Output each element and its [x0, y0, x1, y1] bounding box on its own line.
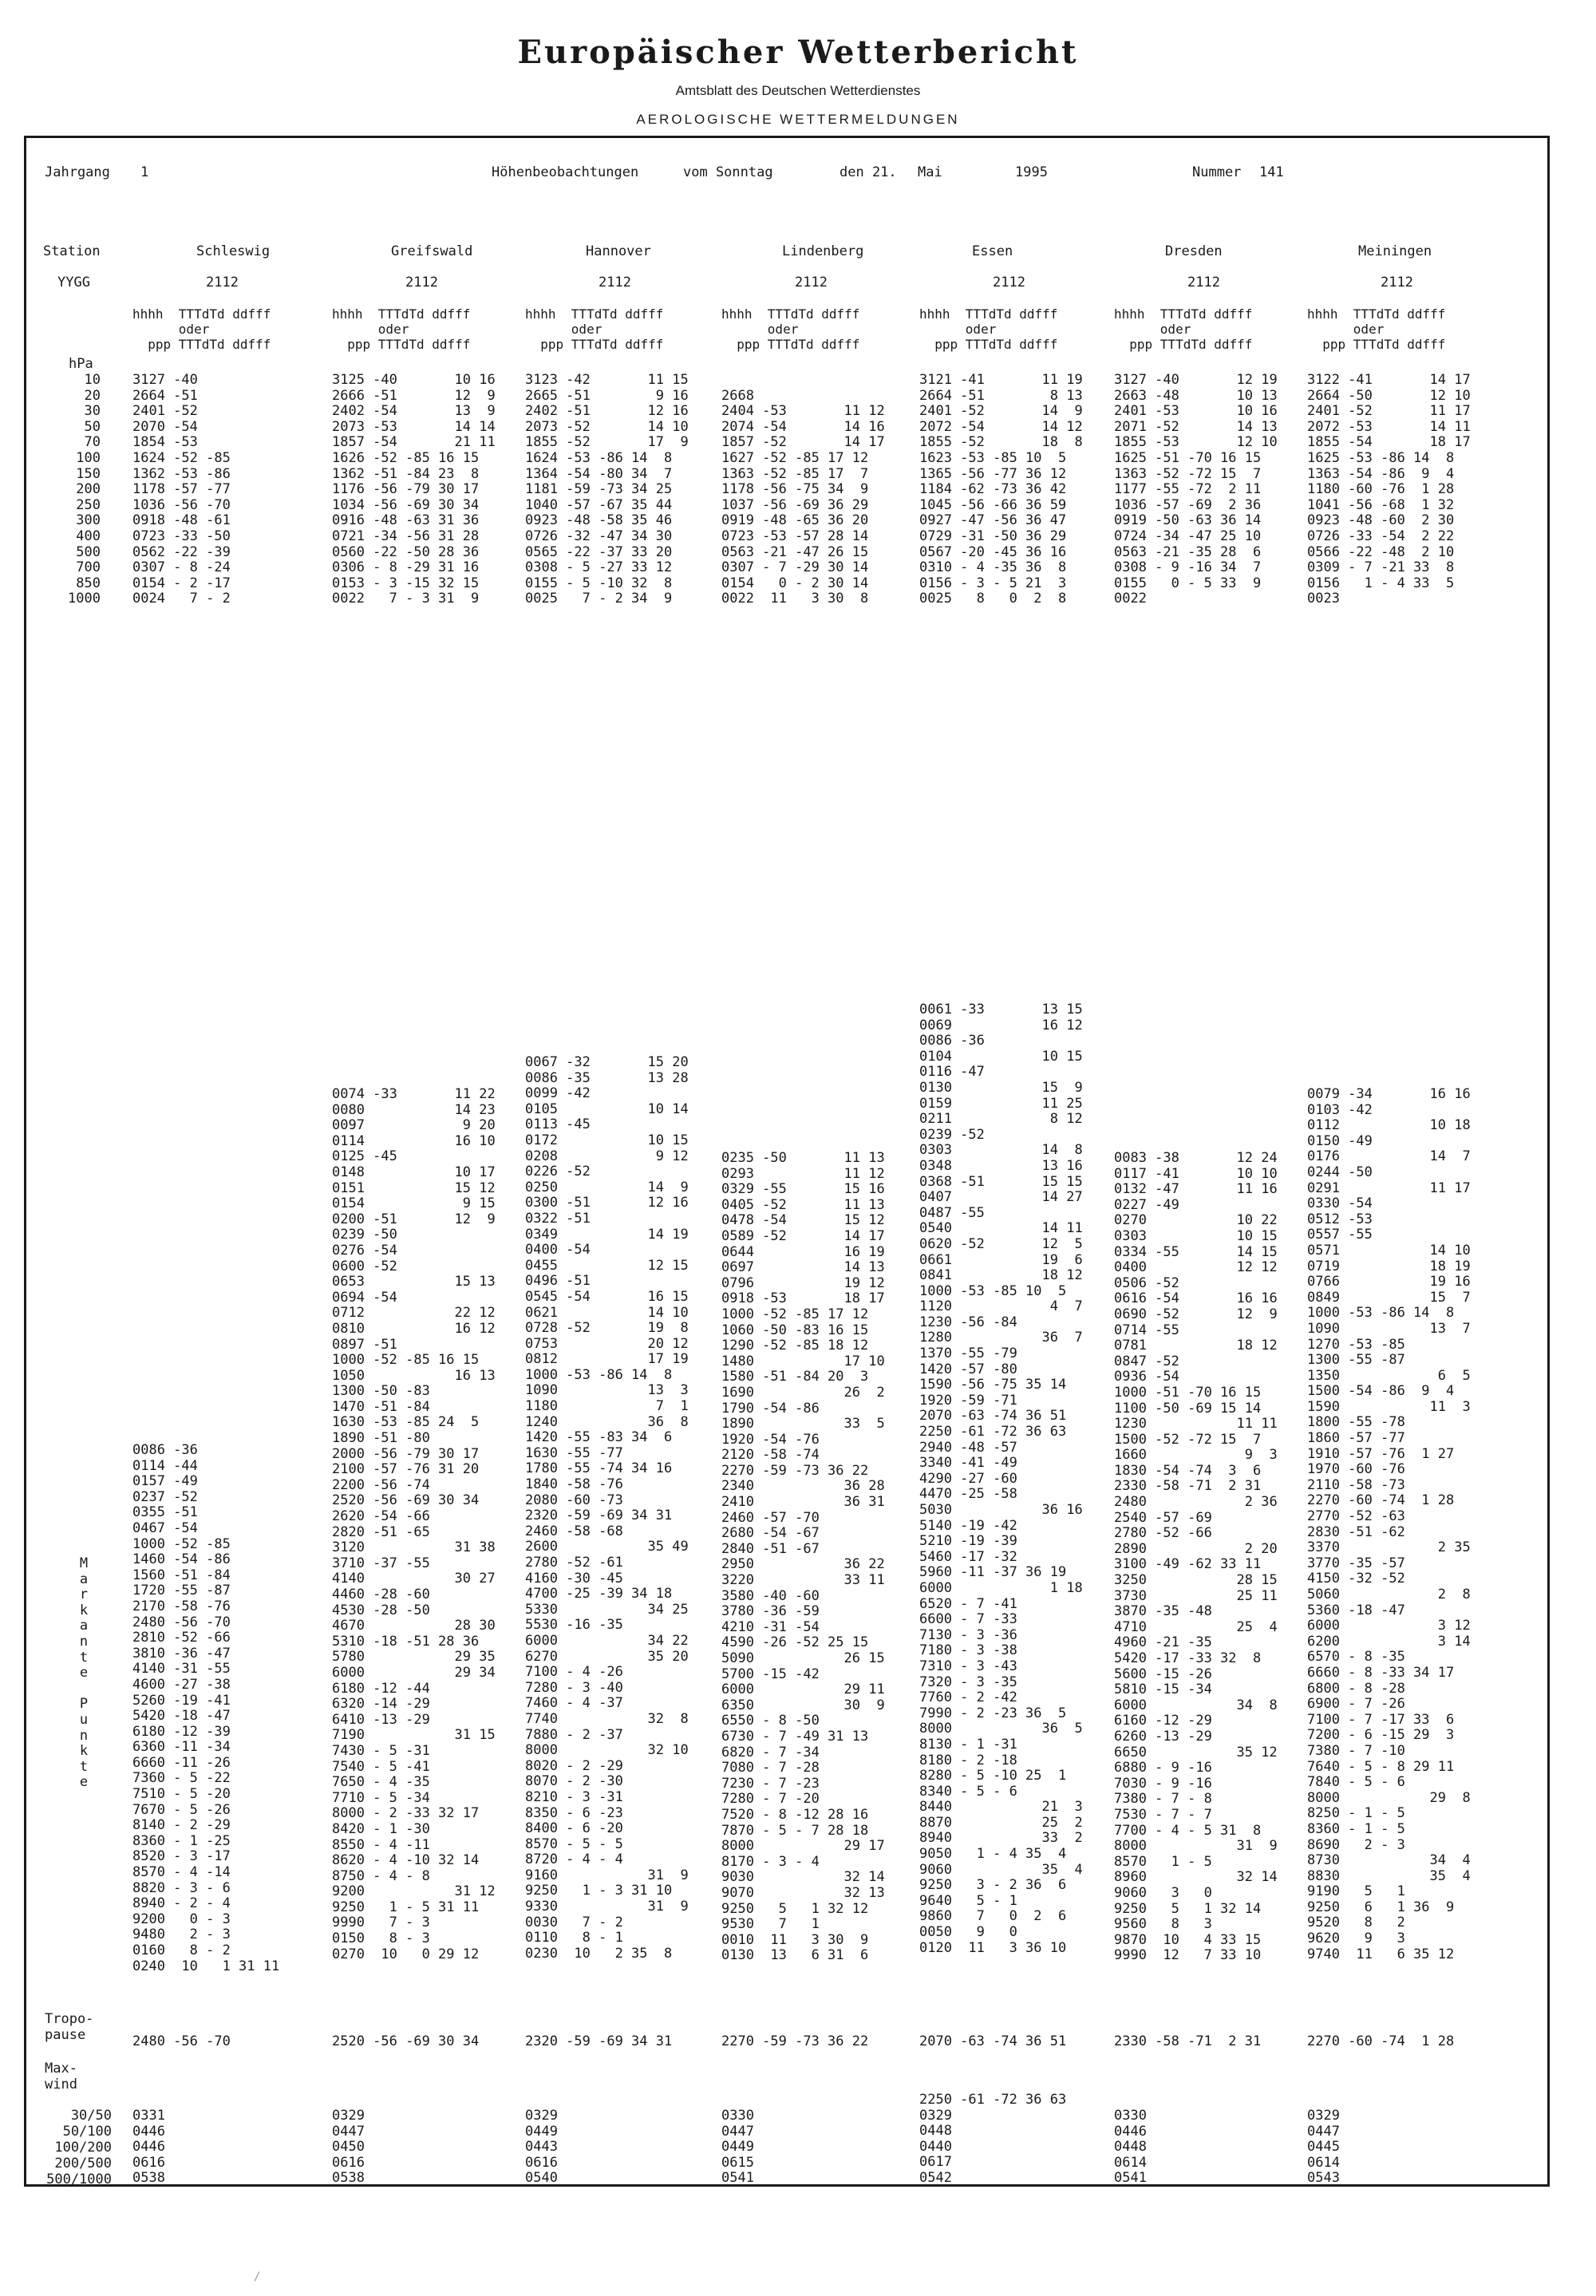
station-yygg: 2112 [795, 275, 828, 290]
pressure-level: 1000 [68, 591, 101, 607]
column-header: hhhh TTTdTd ddfff oder ppp TTTdTd ddfff [721, 306, 860, 352]
pressure-level: 30 [84, 403, 101, 420]
station-name: Greifswald [391, 243, 473, 259]
station-yygg: 2112 [1381, 275, 1413, 290]
column-header: hhhh TTTdTd ddfff oder ppp TTTdTd ddfff [1307, 306, 1446, 352]
markante-letter: n [79, 1634, 89, 1650]
pressure-level: 700 [76, 559, 101, 576]
station-yygg: 2112 [405, 275, 438, 290]
markante-letter: a [79, 1571, 89, 1587]
nummer-label: Nummer [1192, 164, 1242, 180]
pressure-level: 70 [84, 434, 101, 451]
pressure-level: 150 [76, 465, 101, 482]
significant-points: 0083 -38 12 24 0117 -41 10 10 0132 -47 11 16 0227 -49 0270 10 22 0303 10 15 0334 -55 14 15 0400 12 12 0506 -52 0616 -54 16 16 0690 -52 12 9 0714 -55 0781 18 12 0847 -52 0936 -54 1000 -51 -70 16 15 1100 -50 -69 15 14 1230 11 11 1500 -52 -72 15 7 1660 9 3 1830 -54 -74 3 6 2330 -58 -71 2 31 2480 2 36 2540 -57 -69 2780 -52 -66 2890 2 20 3100 -49 -62 33 11 3250 28 15 3730 25 11 3870 -35 -48 4710 25 4 4960 -21 -35 5420 -17 -33 32 8 5600 -15 -26 5810 -15 -34 6000 34 8 6160 -12 -29 6260 -13 -29 6650 35 12 6880 - 9 -16 7030 - 9 -16 7380 - 7 - 8 7530 - 7 - 7 7700 - 4 - 5 31 8 8000 31 9 8570 1 - 5 8960 32 14 9060 3 0 9250 5 1 32 14 9560 8 3 9870 10 4 33 15 9990 12 7 33 10 [1114, 1150, 1278, 1964]
markante-letter: n [79, 1727, 89, 1744]
column-header: hhhh TTTdTd ddfff oder ppp TTTdTd ddfff [1114, 306, 1253, 352]
subtitle: Amtsblatt des Deutschen Wetterdienstes [675, 83, 921, 98]
column-header: hhhh TTTdTd ddfff oder ppp TTTdTd ddfff [132, 306, 271, 352]
markante-letter: M [79, 1555, 89, 1571]
hpa-label: hPa [69, 356, 93, 372]
maxwind-rows: 0330 0447 0449 0615 0541 [721, 2108, 754, 2187]
markante-letter: t [79, 1758, 89, 1775]
wind-layer-label: 50/100 [62, 2124, 112, 2140]
maxwind-rows: 0329 0449 0443 0616 0540 [525, 2108, 558, 2187]
markante-letter: a [79, 1618, 89, 1634]
station-name: Dresden [1165, 243, 1223, 259]
tropopause-row: 2320 -59 -69 34 31 [525, 2033, 673, 2049]
jahrgang-label: Jahrgang [45, 164, 110, 180]
maxwind-rows: 0331 0446 0446 0616 0538 [132, 2108, 165, 2187]
jahrgang-value: 1 [140, 164, 149, 180]
tropopause-row: 2330 -58 -71 2 31 [1114, 2033, 1262, 2049]
column-header: hhhh TTTdTd ddfff oder ppp TTTdTd ddfff [525, 306, 664, 352]
pressure-level: 500 [76, 543, 101, 560]
pressure-level: 200 [76, 481, 101, 498]
significant-points: 0086 -36 0114 -44 0157 -49 0237 -52 0355 -51 0467 -54 1000 -52 -85 1460 -54 -86 1560 -51 -84 1720 -55 -87 2170 -58 -76 2480 -56 -70 2810 -52 -66 3810 -36 -47 4140 -31 -55 4600 -27 -38 5260 -19 -41 5420 -18 -47 6180 -12 -39 6360 -11 -34 6660 -11 -26 7360 - 5 -22 7510 - 5 -20 7670 - 5 -26 8140 - 2 -29 8360 - 1 -25 8520 - 3 -17 8570 - 4 -14 8820 - 3 - 6 8940 - 2 - 4 9200 0 - 3 9480 2 - 3 0160 8 - 2 0240 10 1 31 11 [132, 1442, 280, 1974]
column-header: hhhh TTTdTd ddfff oder ppp TTTdTd ddfff [332, 306, 471, 352]
station-name: Hannover [586, 243, 651, 259]
station-name: Meiningen [1358, 243, 1432, 259]
markante-letter: e [79, 1665, 89, 1681]
date-year: 1995 [1015, 164, 1048, 180]
station-yygg: 2112 [598, 275, 631, 290]
markante-letter: k [79, 1743, 89, 1760]
station-name: Essen [972, 243, 1013, 259]
page-title: Europäischer Wetterbericht [517, 34, 1079, 71]
maxwind-rows: 0329 0447 0445 0614 0543 [1307, 2108, 1340, 2187]
tropopause-row: 2520 -56 -69 30 34 [332, 2033, 480, 2049]
weekday: vom Sonntag [683, 164, 773, 180]
significant-points: 0074 -33 11 22 0080 14 23 0097 9 20 0114 16 10 0125 -45 0148 10 17 0151 15 12 0154 9 15 0200 -51 12 9 0239 -50 0276 -54 0600 -52 0653 15 13 0694 -54 0712 22 12 0810 16 12 0897 -51 1000 -52 -85 16 15 1050 16 13 1300 -50 -83 1470 -51 -84 1630 -53 -85 24 5 1890 -51 -80 2000 -56 -79 30 17 2100 -57 -76 31 20 2200 -56 -74 2520 -56 -69 30 34 2620 -54 -66 2820 -51 -65 3120 31 38 3710 -37 -55 4140 30 27 4460 -28 -60 4530 -28 -50 4670 28 30 5310 -18 -51 28 36 5780 29 35 6000 29 34 6180 -12 -44 6320 -14 -29 6410 -13 -29 7190 31 15 7430 - 5 -31 7540 - 5 -41 7650 - 4 -35 7710 - 5 -34 8000 - 2 -33 32 17 8420 - 1 -30 8550 - 4 -11 8620 - 4 -10 32 14 8750 - 4 - 8 9200 31 12 9250 1 - 5 31 11 9990 7 - 3 0150 8 - 3 0270 10 0 29 12 [332, 1086, 496, 1962]
pressure-level: 250 [76, 496, 101, 513]
column-header: hhhh TTTdTd ddfff oder ppp TTTdTd ddfff [919, 306, 1058, 352]
pressure-level: 20 [84, 387, 101, 404]
wind-layer-label: 200/500 [54, 2156, 112, 2172]
standard-levels: 3127 -40 12 19 2663 -48 10 13 2401 -53 10 16 2071 -52 14 13 1855 -53 12 10 1625 -51 -70 16 15 1363 -52 -72 15 7 1177 -55 -72 2 11 1036 -57 -69 2 36 0919 -50 -63 36 14 0724 -34 -47 25 10 0563 -21 -35 28 6 0308 - 9 -16 34 7 0155 0 - 5 33 9 0022 [1114, 372, 1278, 607]
date-day: den 21. [839, 164, 897, 180]
maxwind-rows: 0329 0447 0450 0616 0538 [332, 2108, 365, 2187]
markante-letter: k [79, 1602, 89, 1618]
nummer-value: 141 [1259, 164, 1284, 180]
pressure-level: 100 [76, 450, 101, 466]
tropopause-label: Tropo- pause [45, 2011, 94, 2043]
station-yygg: 2112 [1187, 275, 1220, 290]
significant-points: 0067 -32 15 20 0086 -35 13 28 0099 -42 0105 10 14 0113 -45 0172 10 15 0208 9 12 0226 -52 0250 14 9 0300 -51 12 16 0322 -51 0349 14 19 0400 -54 0455 12 15 0496 -51 0545 -54 16 15 0621 14 10 0728 -52 19 8 0753 20 12 0812 17 19 1000 -53 -86 14 8 1090 13 3 1180 7 1 1240 36 8 1420 -55 -83 34 6 1630 -55 -77 1780 -55 -74 34 16 1840 -58 -76 2080 -60 -73 2320 -59 -69 34 31 2460 -58 -68 2600 35 49 2780 -52 -61 4160 -30 -45 4700 -25 -39 34 18 5330 34 25 5530 -16 -35 6000 34 22 6270 35 20 7100 - 4 -26 7280 - 3 -40 7460 - 4 -37 7740 32 8 7880 - 2 -37 8000 32 10 8020 - 2 -29 8070 - 2 -30 8210 - 3 -31 8350 - 6 -23 8400 - 6 -20 8570 - 5 - 5 8720 - 4 - 4 9160 31 9 9250 1 - 3 31 10 9330 31 9 0030 7 - 2 0110 8 - 1 0230 10 2 35 8 [525, 1054, 689, 1962]
date-month: Mai [918, 164, 942, 180]
markante-letter: u [79, 1712, 89, 1728]
station-yygg: 2112 [993, 275, 1025, 290]
maxwind-label: Max- wind [45, 2061, 77, 2092]
markante-letter: r [79, 1587, 89, 1603]
significant-points: 0079 -34 16 16 0103 -42 0112 10 18 0150 -49 0176 14 7 0244 -50 0291 11 17 0330 -54 0512 -53 0557 -55 0571 14 10 0719 18 19 0766 19 16 0849 15 7 1000 -53 -86 14 8 1090 13 7 1270 -53 -85 1300 -55 -87 1350 6 5 1500 -54 -86 9 4 1590 11 3 1800 -55 -78 1860 -57 -77 1910 -57 -76 1 27 1970 -60 -76 2110 -58 -73 2270 -60 -74 1 28 2770 -52 -63 2830 -51 -62 3370 2 35 3770 -35 -57 4150 -32 -52 5060 2 8 5360 -18 -47 6000 3 12 6200 3 14 6570 - 8 -35 6660 - 8 -33 34 17 6800 - 8 -28 6900 - 7 -26 7100 - 7 -17 33 6 7200 - 6 -15 29 3 7380 - 7 -10 7640 - 5 - 8 29 11 7840 - 5 - 6 8000 29 8 8250 - 1 - 5 8360 - 1 - 5 8690 2 - 3 8730 34 4 8830 35 4 9190 5 1 9250 6 1 36 9 9520 8 2 9620 9 3 9740 11 6 35 12 [1307, 1086, 1471, 1962]
standard-levels: 3125 -40 10 16 2666 -51 12 9 2402 -54 13 9 2073 -53 14 14 1857 -54 21 11 1626 -52 -85 16 15 1362 -51 -84 23 8 1176 -56 -79 30 17 1034 -56 -69 30 34 0916 -48 -63 31 36 0721 -34 -56 31 28 0560 -22 -50 28 36 0306 - 8 -29 31 16 0153 - 3 -15 32 15 0022 7 - 3 31 9 [332, 372, 496, 607]
pressure-level: 850 [76, 575, 101, 591]
pressure-level: 300 [76, 512, 101, 529]
station-yygg: 2112 [206, 275, 239, 290]
wind-layer-label: 500/1000 [46, 2172, 112, 2187]
station-label: Station [43, 243, 101, 259]
significant-points: 0235 -50 11 13 0293 11 12 0329 -55 15 16 0405 -52 11 13 0478 -54 15 12 0589 -52 14 17 0644 16 19 0697 14 13 0796 19 12 0918 -53 18 17 1000 -52 -85 17 12 1060 -50 -83 16 15 1290 -52 -85 18 12 1480 17 10 1580 -51 -84 20 3 1690 26 2 1790 -54 -86 1890 33 5 1920 -54 -76 2120 -58 -74 2270 -59 -73 36 22 2340 36 28 2410 36 31 2460 -57 -70 2680 -54 -67 2840 -51 -67 2950 36 22 3220 33 11 3580 -40 -60 3780 -36 -59 4210 -31 -54 4590 -26 -52 25 15 5090 26 15 5700 -15 -42 6000 29 11 6350 30 9 6550 - 8 -50 6730 - 7 -49 31 13 6820 - 7 -34 7080 - 7 -28 7230 - 7 -23 7280 - 7 -20 7520 - 8 -12 28 16 7870 - 5 - 7 28 18 8000 29 17 8170 - 3 - 4 9030 32 14 9070 32 13 9250 5 1 32 12 9530 7 1 0010 11 3 30 9 0130 13 6 31 6 [721, 1150, 885, 1964]
wind-layer-label: 100/200 [54, 2140, 112, 2156]
pressure-level: 50 [84, 418, 101, 435]
markante-letter: P [79, 1696, 89, 1713]
station-name: Schleswig [196, 243, 271, 259]
yygg-label: YYGG [57, 275, 90, 290]
tropopause-row: 2480 -56 -70 [132, 2033, 231, 2049]
page-mark: / [254, 2270, 261, 2283]
maxwind-rows: 0330 0446 0448 0614 0541 [1114, 2108, 1147, 2187]
standard-levels: 3123 -42 11 15 2665 -51 9 16 2402 -51 12 16 2073 -52 14 10 1855 -52 17 9 1624 -53 -86 14 8 1364 -54 -80 34 7 1181 -59 -73 34 25 1040 -57 -67 35 44 0923 -48 -58 35 46 0726 -32 -47 34 30 0565 -22 -37 33 20 0308 - 5 -27 33 12 0155 - 5 -10 32 8 0025 7 - 2 34 9 [525, 372, 689, 607]
significant-points: 0061 -33 13 15 0069 16 12 0086 -36 0104 10 15 0116 -47 0130 15 9 0159 11 25 0211 8 12 0239 -52 0303 14 8 0348 13 16 0368 -51 15 15 0407 14 27 0487 -55 0540 14 11 0620 -52 12 5 0661 19 6 0841 18 12 1000 -53 -85 10 5 1120 4 7 1230 -56 -84 1280 36 7 1370 -55 -79 1420 -57 -80 1590 -56 -75 35 14 1920 -59 -71 2070 -63 -74 36 51 2250 -61 -72 36 63 2940 -48 -57 3340 -41 -49 4290 -27 -60 4470 -25 -58 5030 36 16 5140 -19 -42 5210 -19 -39 5460 -17 -32 5960 -11 -37 36 19 6000 1 18 6520 - 7 -41 6600 - 7 -33 7130 - 3 -36 7180 - 3 -38 7310 - 3 -43 7320 - 3 -35 7760 - 2 -42 7990 - 2 -23 36 5 8000 36 5 8130 - 1 -31 8180 - 2 -18 8280 - 5 -10 25 1 8340 - 5 - 6 8440 21 3 8870 25 2 8940 33 2 9050 1 - 4 35 4 9060 35 4 9250 3 - 2 36 6 9640 5 - 1 9860 7 0 2 6 0050 9 0 0120 11 3 36 10 [919, 1002, 1083, 1956]
maxwind-rows: 2250 -61 -72 36 63 0329 0448 0440 0617 0542 [919, 2092, 1067, 2186]
section-heading: AEROLOGISCHE WETTERMELDUNGEN [636, 112, 960, 127]
tropopause-row: 2270 -60 -74 1 28 [1307, 2033, 1455, 2049]
standard-levels: 3121 -41 11 19 2664 -51 8 13 2401 -52 14 9 2072 -54 14 12 1855 -52 18 8 1623 -53 -85 10 5 1365 -56 -77 36 12 1184 -62 -73 36 42 1045 -56 -66 36 59 0927 -47 -56 36 47 0729 -31 -50 36 29 0567 -20 -45 36 16 0310 - 4 -35 36 8 0156 - 3 - 5 21 3 0025 8 0 2 8 [919, 372, 1083, 607]
wind-layer-label: 30/50 [70, 2108, 112, 2124]
pressure-level: 10 [84, 372, 101, 388]
tropopause-row: 2070 -63 -74 36 51 [919, 2033, 1067, 2049]
markante-letter: e [79, 1774, 89, 1791]
pressure-level: 400 [76, 528, 101, 544]
observations-label: Höhenbeobachtungen [492, 164, 639, 180]
standard-levels: 3122 -41 14 17 2664 -50 12 10 2401 -52 11 17 2072 -53 14 11 1855 -54 18 17 1625 -53 -86 14 8 1363 -54 -86 9 4 1180 -60 -76 1 28 1041 -56 -68 1 32 0923 -48 -60 2 30 0726 -33 -54 2 22 0566 -22 -48 2 10 0309 - 7 -21 33 8 0156 1 - 4 33 5 0023 [1307, 372, 1471, 607]
standard-levels: 2668 2404 -53 11 12 2074 -54 14 16 1857 -52 14 17 1627 -52 -85 17 12 1363 -52 -85 17 7 1178 -56 -75 34 9 1037 -56 -69 36 29 0919 -48 -65 36 20 0723 -53 -57 28 14 0563 -21 -47 26 15 0307 - 7 -29 30 14 0154 0 - 2 30 14 0022 11 3 30 8 [721, 387, 885, 607]
standard-levels: 3127 -40 2664 -51 2401 -52 2070 -54 1854 -53 1624 -52 -85 1362 -53 -86 1178 -57 -77 1036 -56 -70 0918 -48 -61 0723 -33 -50 0562 -22 -39 0307 - 8 -24 0154 - 2 -17 0024 7 - 2 [132, 372, 231, 607]
station-name: Lindenberg [782, 243, 864, 259]
markante-letter: t [79, 1649, 89, 1666]
tropopause-row: 2270 -59 -73 36 22 [721, 2033, 869, 2049]
